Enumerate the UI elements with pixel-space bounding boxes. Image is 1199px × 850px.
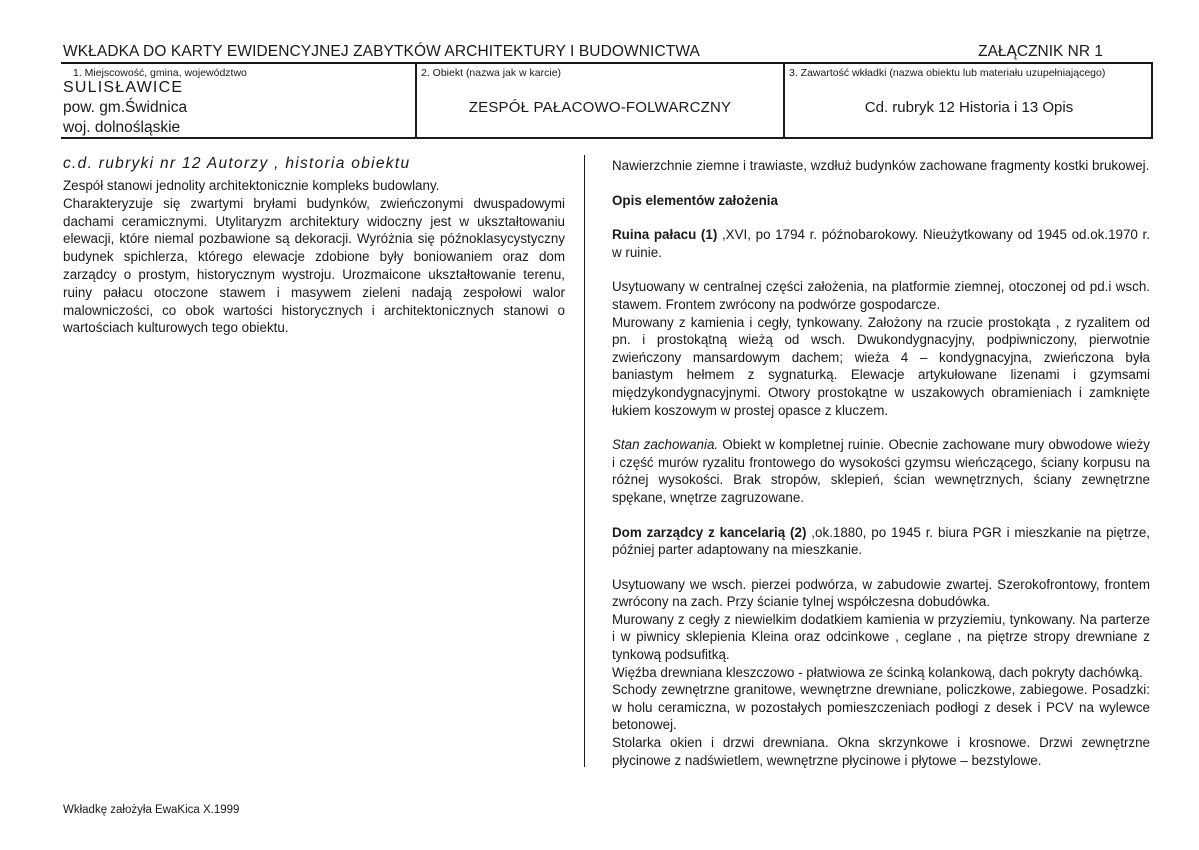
house-roof-paragraph: Więźba drewniana kleszczowo - płatwiowa ze ścinką kolankową, dach pokryty dachówką. (612, 664, 1143, 680)
house-location-paragraph: Usytuowany we wsch. pierzei podwórza, w zabudowie zwartej. Szerokofrontowy, frontem zwrócony na zach. Przy ścianie tylnej współczesna dobudówka. (612, 576, 1150, 610)
location-district: pow. gm.Świdnica (63, 99, 188, 116)
state-label: Stan zachowania. (612, 437, 719, 453)
contents-box-label: 3. Zawartość wkładki (nazwa obiektu lub materiału uzupełniającego) (789, 67, 1106, 79)
description-column (612, 157, 1150, 769)
house-joinery-paragraph: Stolarka okien i drzwi drewniana. Okna skrzynkowe i krosnowe. Drzwi zewnętrzne płycinowe z nadświetlem, wewnętrzne płycinowe i płytowe – bezstylowe. (612, 735, 1150, 768)
history-text (63, 177, 565, 337)
ruin-location-paragraph: Usytuowany w centralnej części założenia, na platformie ziemnej, otoczonej od pd.i wsch. stawem. Frontem zwrócony na podwórze gospodarcze. (612, 279, 1150, 312)
state-text: Obiekt w kompletnej ruinie. Obecnie zachowane mury obwodowe wieży i część murów ryzalitu frontowego do wysokości gzymsu wieńczącego, ściany korpusu na różnej wysokości. Brak stropów, sklepień, ścian wewnętrznych, ściany zewnętrzne spękane, wnętrze zagruzowane. (612, 437, 1150, 505)
history-paragraph: Zespół stanowi jednolity architektonicznie kompleks budowlany. (63, 178, 440, 193)
ruin-heading-paragraph (612, 226, 1150, 261)
history-paragraph: Charakteryzuje się zwartymi bryłami budynków, zwieńczonymi dwuspadowymi dachami ceramicznymi. Utylitaryzm architektury widoczny jest w ukształtowaniu elewacji, które niemal pozbawione są dekoracji. Wyróżnia się późnoklasycystyczny budynek spichlerza, którego elewacje zdobione były boniowaniem oraz dom zarządcy o prostym, historycznym wystroju. Urozmaicone ukształtowanie terenu, ruiny pałacu otoczone stawem i masywem zieleni nadają zespołowi walor malowniczości, co obok wartości historycznych i architektonicznych stanowi o wartościach kulturowych tego obiektu. (63, 195, 565, 336)
ruin-state-paragraph (612, 436, 1150, 506)
house-heading-paragraph (612, 524, 1150, 559)
location-name: SULISŁAWICE (63, 79, 184, 96)
house-dating: ,ok.1880, po 1945 r. biura PGR i mieszkanie na piętrze, później parter adaptowany na mieszkanie. (612, 524, 1150, 558)
contents-value: Cd. rubryk 12 Historia i 13 Opis (864, 99, 1074, 116)
house-construction-paragraph: Murowany z cegły z niewielkim dodatkiem kamienia w przyziemiu, tynkowany. Na parterze i w piwnicy sklepienia Kleina oraz odcinkowe , ceglane , na piętrze stropy drewniane z tynkową podsufitką. (612, 611, 1150, 663)
location-box-label: 1. Miejscowość, gmina, województwo (73, 67, 247, 79)
history-column (63, 155, 565, 337)
ruin-title: Ruina pałacu (1) (612, 227, 718, 243)
object-box-label: 2. Obiekt (nazwa jak w karcie) (421, 67, 562, 79)
column-divider (584, 155, 585, 767)
house-stairs-paragraph: Schody zewnętrzne granitowe, wewnętrzne drewniane, policzkowe, zabiegowe. Posadzki: w holu ceramiczna, w pozostałych pomieszczeniach podłogi z desek i PCV na wylewce betonowej. (612, 682, 1150, 733)
object-name: ZESPÓŁ PAŁACOWO-FOLWARCZNY (468, 99, 732, 116)
author-note: Wkładkę założyła EwaKica X.1999 (63, 804, 240, 816)
history-heading: c.d. rubryki nr 12 Autorzy , historia obiektu (63, 155, 411, 172)
header-top-rule (61, 62, 1153, 64)
house-title: Dom zarządcy z kancelarią (2) (612, 524, 807, 540)
header-bottom-rule (61, 137, 1153, 139)
location-voivodeship: woj. dolnośląskie (63, 119, 181, 136)
document-title: WKŁADKA DO KARTY EWIDENCYJNEJ ZABYTKÓW ARCHITEKTURY I BUDOWNICTWA (63, 43, 700, 60)
ruin-dating: ,XVI, po 1794 r. późnobarokowy. Nieużytkowany od 1945 od.ok.1970 r. w ruinie. (612, 227, 1150, 260)
section-heading: Opis elementów założenia (612, 192, 778, 208)
attachment-number: ZAŁĄCZNIK NR 1 (978, 43, 1103, 60)
surface-paragraph: Nawierzchnie ziemne i trawiaste, wzdłuż budynków zachowane fragmenty kostki brukowej. (612, 158, 1150, 173)
ruin-construction-paragraph: Murowany z kamienia i cegły, tynkowany. Założony na rzucie prostokąta , z ryzalitem od pn. i prostokątną wieżą od wsch. Dwukondygnacyjny, podpiwniczony, pierwotnie zwieńczony mansardowym dachem; wieża 4 – kondygnacyjna, zwieńczona była baniastym hełmem z sygnaturką. Elewacje artykułowane lizenami i gzymsami międzykondygnacyjnymi. Otwory prostokątne w uszakowych obramieniach i zamknięte łukiem koszowym w prostej opasce z kluczem. (612, 314, 1150, 418)
